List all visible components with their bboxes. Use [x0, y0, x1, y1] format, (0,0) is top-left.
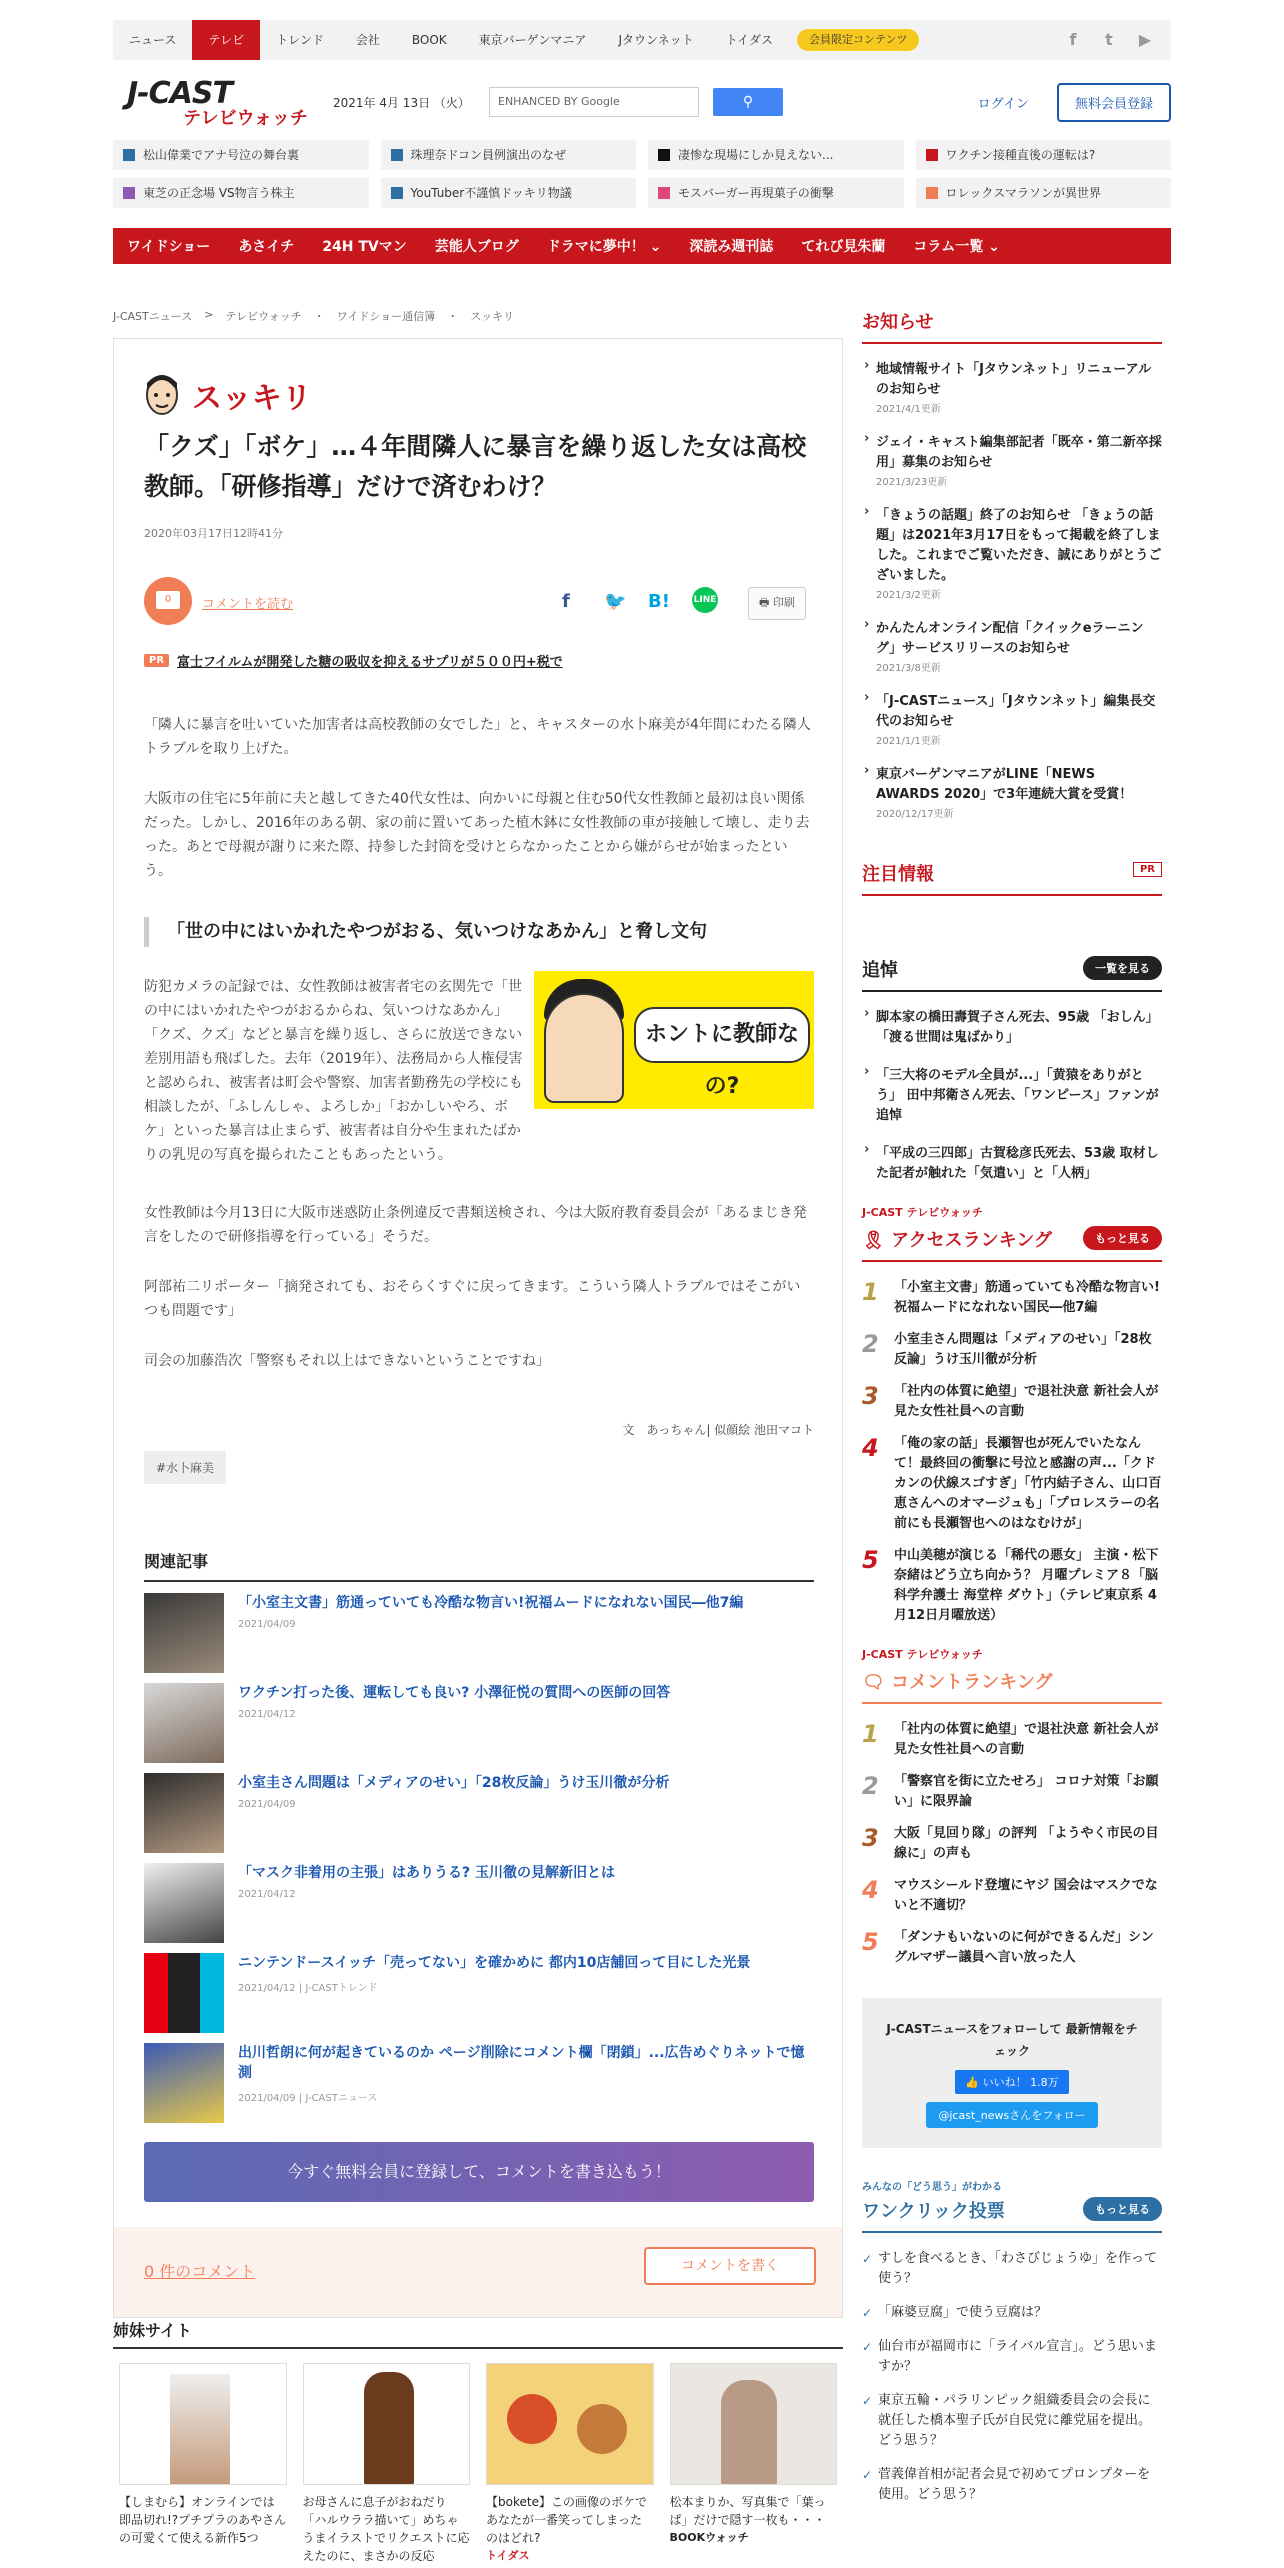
rank-title: マウスシールド登壇にヤジ 国会はマスクでないと不適切？ — [894, 1878, 1158, 1913]
breadcrumb-item[interactable]: テレビウォッチ — [225, 310, 302, 323]
ranking-item[interactable] — [862, 1330, 1162, 1370]
signup-button[interactable]: 無料会員登録 — [1057, 83, 1171, 122]
notice-title: › 地域情報サイト「Jタウンネット」リニューアルのお知らせ — [876, 362, 1152, 397]
speech-bubble-icon: 🗨 — [862, 1672, 892, 1693]
comment-icon[interactable] — [144, 577, 192, 625]
related-date: 2021/04/12 — [238, 1889, 296, 1900]
related-title: ワクチン打った後、運転しても良い? 小澤征悦の質問への医師の回答 — [238, 1685, 671, 1701]
sister-sites-heading: 姉妹サイト — [113, 2318, 843, 2349]
topic-color-icon — [123, 187, 135, 199]
related-date: 2021/04/09 — [238, 1619, 296, 1630]
print-label: 印刷 — [772, 596, 795, 609]
cat-column[interactable]: コラム一覧 ⌄ — [913, 239, 1000, 255]
caricature-caption: ホントに教師なの? — [634, 1007, 810, 1063]
poll-label: みんなの「どう思う」がわかる — [862, 2182, 1002, 2193]
comment-count-link[interactable]: 0 件のコメント — [144, 2262, 256, 2281]
access-more-button[interactable]: もっと見る — [1083, 1226, 1162, 1250]
related-title: ニンテンドースイッチ「売ってない」を確かめに 都内10店舗回って目にした光景 — [238, 1955, 751, 1971]
sister-text: お母さんに息子がおねだり「ハルウララ描いて」めちゃうまイラストでリクエストに応えたのに、まさかの反応 — [302, 2495, 470, 2563]
related-thumbnail — [144, 1593, 224, 1673]
program-name[interactable]: スッキリ — [192, 381, 312, 416]
related-articles-heading: 関連記事 — [144, 1549, 814, 1582]
sister-card[interactable] — [119, 2363, 287, 2565]
current-date: 2021年 4月 13日 （火） — [333, 95, 470, 110]
notice-item[interactable] — [862, 360, 1162, 415]
rank-title: 「小室主文書」筋通っていても冷酷な物言い!祝福ムードになれない国民―他7編 — [894, 1280, 1160, 1315]
follow-box — [862, 1998, 1162, 2148]
notice-item[interactable] — [862, 692, 1162, 747]
ranking-icon: 🎗 — [862, 1230, 892, 1251]
sister-card[interactable] — [303, 2363, 471, 2565]
rank-number: 5 — [862, 1546, 879, 1574]
author-credit: 文 あっちゃん| 似顔絵 池田マコト — [622, 1423, 814, 1437]
notice-item[interactable] — [862, 619, 1162, 674]
rank-title: 大阪「見回り隊」の評判 「ようやく市民の目線に」の声も — [894, 1826, 1159, 1861]
cat-drama[interactable]: ドラマに夢中！ ⌄ — [546, 239, 662, 255]
related-thumbnail — [144, 1773, 224, 1853]
rank-title: 小室圭さん問題は「メディアのせい」「28枚反論」うけ玉川徹が分析 — [894, 1332, 1152, 1367]
host-face-icon — [144, 369, 180, 417]
youtube-icon[interactable]: ▶ — [1138, 30, 1152, 49]
line-share-icon[interactable]: LINE — [692, 587, 718, 613]
paragraph: 防犯カメラの記録では、女性教師は被害者宅の玄関先で「世の中にはいかれたやつがおるからね、気いつけなあかん」「クズ、クズ」などと暴言を繰り返し、さらに放送できない差別用語も飛ばした。去年（2019年）、法務局から人権侵害と認められ、被害者は町会や警察、加害者勤務先の学校にも相談したが、「ふしんしゃ、よろしか」「おかしいやろ、ボケ」といった暴言は止まらず、被害者は自分や生まれたばかりの乳児の写真を撮られたこともあったという。 — [144, 979, 523, 1163]
breadcrumb — [113, 308, 514, 324]
cat-wideshow[interactable]: ワイドショー — [127, 239, 211, 255]
search-input[interactable]: ENHANCED BY Google — [489, 87, 699, 117]
breadcrumb-item[interactable]: J-CASTニュース — [113, 310, 193, 323]
topic-label: モスバーガー再現菓子の衝撃 — [678, 186, 834, 200]
breadcrumb-separator: ・ — [447, 310, 459, 323]
search-icon: ⚲ — [742, 94, 754, 110]
topic-label: ワクチン接種直後の運転は? — [945, 148, 1096, 162]
rank-number: 3 — [862, 1824, 879, 1852]
rank-title: 「警察官を街に立たせろ」 コロナ対策「お願い」に限界論 — [894, 1774, 1159, 1809]
print-button[interactable] — [748, 587, 806, 620]
notice-title: › 「きょうの話題」終了のお知らせ 「きょうの話題」は2021年3月17日をもって掲載を終了しました。これまでご覧いただき、誠にありがとうございました。 — [876, 508, 1162, 583]
rank-number: 2 — [862, 1330, 879, 1358]
site-logo[interactable] — [113, 74, 313, 130]
obituary-title: 追悼 — [862, 960, 898, 981]
sister-sites — [113, 2318, 843, 2565]
notice-title: › かんたんオンライン配信「クイックeラーニング」サービスリリースのお知らせ — [876, 621, 1144, 656]
related-title: 小室圭さん問題は「メディアのせい」「28枚反論」うけ玉川徹が分析 — [238, 1775, 670, 1791]
obituary-title-text: › 脚本家の橋田壽賀子さん死去、95歳 「おしん」「渡る世間は鬼ばかり」 — [876, 1010, 1159, 1045]
nav-book[interactable]: BOOK — [411, 33, 447, 47]
topic-color-icon — [123, 149, 135, 161]
topic-color-icon — [658, 187, 670, 199]
topic-color-icon — [926, 187, 938, 199]
rank-title: 「俺の家の話」長瀬智也が死んでいたなんて！最終回の衝撃に号泣と感謝の声...「クドカンの伏線スゴすぎ」「竹内結子さん、山口百恵さんへのオマージュも」「プロレスラーの名前にも長瀬智也へのはなむけが」 — [894, 1436, 1162, 1531]
notice-date: 2021/4/1更新 — [876, 404, 941, 415]
related-article[interactable] — [144, 1593, 814, 1673]
caricature-face — [544, 993, 624, 1103]
topic-color-icon — [391, 149, 403, 161]
topic-label: YouTuber不謹慎ドッキリ物議 — [410, 186, 572, 200]
register-cta-button[interactable]: 今すぐ無料会員に登録して、コメントを書き込もう！ — [144, 2142, 814, 2202]
sister-image — [670, 2363, 838, 2485]
notice-date: 2021/3/2更新 — [876, 590, 941, 601]
notice-item[interactable] — [862, 506, 1162, 601]
paragraph: 女性教師は今月13日に大阪市迷惑防止条例違反で書類送検され、今は大阪府教育委員会が「あるまじき発言をしたので研修指導を行っている」そうだ。 — [144, 1205, 807, 1245]
poll-item[interactable]: ✓ 「麻婆豆腐」で使う豆腐は？ — [862, 2303, 1162, 2323]
obituary-more-button[interactable]: 一覧を見る — [1083, 956, 1162, 980]
related-date: 2021/04/09 — [238, 1799, 296, 1810]
topic-link[interactable] — [381, 140, 637, 170]
access-label: J-CAST テレビウォッチ — [862, 1206, 983, 1219]
breadcrumb-separator: ・ — [313, 310, 325, 323]
poll-item[interactable]: ✓ すしを食べるとき、「わさびじょうゆ」を作って使う？ — [862, 2249, 1162, 2289]
pr-link-text: 富士フイルムが開発した糖の吸収を抑えるサプリが５００円+税で — [177, 655, 563, 670]
topic-color-icon — [391, 187, 403, 199]
printer-icon: 🖶 — [759, 596, 773, 609]
member-content-button[interactable]: 会員限定コンテンツ — [797, 29, 919, 51]
sister-text: 【しまむら】オンラインでは即品切れ!?プチプラのあやさんの可愛くて使える新作5つ — [119, 2495, 287, 2545]
notice-date: 2020/12/17更新 — [876, 809, 954, 820]
sister-text: 【bokete】この画像のボケであなたが一番笑ってしまったのはどれ? — [486, 2495, 647, 2545]
nav-jtown[interactable]: Jタウンネット — [618, 33, 694, 47]
notice-title: › ジェイ・キャスト編集部記者「既卒・第二新卒採用」募集のお知らせ — [876, 435, 1162, 470]
comment-icon-count: 0 — [156, 591, 180, 609]
sister-image — [119, 2363, 287, 2485]
facebook-share-icon[interactable]: f — [562, 591, 570, 612]
search-form — [489, 87, 783, 117]
related-article[interactable] — [144, 1953, 814, 2033]
topic-label: 松山偉業でアナ号泣の舞台裏 — [143, 148, 300, 162]
rank-number: 3 — [862, 1382, 879, 1410]
obituary-item[interactable] — [862, 1008, 1162, 1048]
facebook-like-button[interactable]: 👍 いいね！ 1.8万 — [955, 2070, 1068, 2094]
related-title: 「小室主文書」筋通っていても冷酷な物言い!祝福ムードになれない国民―他7編 — [238, 1595, 744, 1611]
publish-date: 2020年03月17日12時41分 — [144, 527, 283, 540]
related-title: 出川哲朗に何が起きているのか ページ削除にコメント欄「閉鎖」...広告めぐりネットで憶測 — [238, 2045, 805, 2081]
access-ranking-title: アクセスランキング — [891, 1230, 1053, 1251]
paragraph: 大阪市の住宅に5年前に夫と越してきた40代女性は、向かいに母親と住む50代女性教師と最初は良い関係だった。しかし、2016年のある朝、家の前に置いてあった植木鉢に女性教師の車が接触して壊し、走り去った。あとで母親が謝りに来た際、持参した封筒を受けとらなかったことから嫌がらせが始まったという。 — [144, 791, 810, 879]
ranking-item[interactable] — [862, 1876, 1162, 1916]
article — [113, 338, 843, 2318]
sister-text: 松本まりか、写真集で「葉っぱ」だけで隠す一枚も・・・ — [669, 2495, 826, 2527]
rank-number: 2 — [862, 1772, 879, 1800]
top-nav — [113, 20, 1171, 60]
rank-number: 4 — [862, 1876, 879, 1904]
social-links — [1063, 30, 1171, 50]
topic-link[interactable] — [916, 140, 1172, 170]
notice-date: 2021/3/23更新 — [876, 477, 948, 488]
obituary-item[interactable] — [862, 1066, 1162, 1126]
obituary-heading — [862, 956, 1162, 992]
follow-text: J-CASTニュースをフォローして 最新情報をチェック — [886, 2022, 1138, 2058]
caricature-image — [534, 971, 814, 1109]
sister-brand: BOOKウォッチ — [669, 2531, 749, 2544]
notice-heading: お知らせ — [862, 308, 1162, 344]
search-button[interactable] — [713, 88, 783, 116]
comment-bar — [114, 2227, 842, 2317]
rank-title: 中山美穂が演じる「稀代の悪女」 主演・松下奈緒はどう立ち向かう？ 月曜プレミア８「脳科学弁護士 海堂梓 ダウト」（テレビ東京系 4月12日月曜放送） — [894, 1548, 1159, 1623]
topic-link[interactable] — [648, 140, 904, 170]
rank-title: 「社内の体質に絶望」で退社決意 新社会人が見た女性社員への言動 — [894, 1384, 1159, 1419]
twitter-share-icon[interactable]: 🐦 — [604, 591, 627, 612]
related-thumbnail — [144, 1683, 224, 1763]
breadcrumb-item[interactable]: ワイドショー通信簿 — [336, 310, 436, 323]
notice-date: 2021/1/1更新 — [876, 736, 941, 747]
rank-number: 4 — [862, 1434, 879, 1462]
rank-title: 「ダンナもいないのに何ができるんだ」シングルマザー議員へ言い放った人 — [894, 1930, 1154, 1965]
ranking-item[interactable] — [862, 1824, 1162, 1864]
tag-link[interactable]: #水卜麻美 — [144, 1451, 226, 1484]
related-thumbnail — [144, 2043, 224, 2123]
poll-heading — [862, 2197, 1162, 2233]
related-date: 2021/04/09 | J-CASTニュース — [238, 2093, 378, 2104]
logo-sub: テレビウォッチ — [183, 108, 308, 129]
breadcrumb-item[interactable]: スッキリ — [470, 310, 515, 323]
pr-badge: PR — [144, 654, 169, 667]
cat-24h[interactable]: 24H TVマン — [322, 239, 407, 255]
notice-date: 2021/3/8更新 — [876, 663, 941, 674]
attention-heading — [862, 860, 1162, 896]
ranking-item[interactable] — [862, 1772, 1162, 1812]
ranking-item[interactable] — [862, 1278, 1162, 1318]
related-thumbnail — [144, 1953, 224, 2033]
logo-main: J-CAST — [127, 76, 232, 111]
ranking-item[interactable] — [862, 1720, 1162, 1760]
poll-item[interactable]: ✓ 東京五輪・パラリンピック組織委員会の会長に就任した橋本聖子氏が自民党に離党届を提出。どう思う？ — [862, 2391, 1162, 2451]
paragraph: 阿部祐二リポーター「摘発されても、おそらくすぐに戻ってきます。こういう隣人トラブルではそこがいつも問題です」 — [144, 1279, 801, 1319]
poll-more-button[interactable]: もっと見る — [1083, 2197, 1162, 2221]
pr-link[interactable] — [144, 651, 563, 670]
hatena-bookmark-icon[interactable]: B! — [648, 591, 670, 612]
poll-title: ワンクリック投票 — [862, 2201, 1005, 2222]
related-article[interactable] — [144, 1773, 814, 1853]
sister-card[interactable] — [486, 2363, 654, 2565]
topic-label: 珠理奈ドコン員例演出のなぜ — [410, 148, 567, 162]
ranking-item[interactable] — [862, 1382, 1162, 1422]
topic-link[interactable] — [113, 178, 369, 208]
notice-item[interactable] — [862, 433, 1162, 488]
rank-number: 1 — [862, 1278, 879, 1306]
sister-image — [303, 2363, 471, 2485]
obituary-item[interactable] — [862, 1144, 1162, 1184]
section-heading: 「世の中にはいかれたやつがおる、気いつけなあかん」と脅し文句 — [144, 917, 814, 947]
topic-label: 凄惨な現場にしか見えない... — [678, 148, 834, 162]
ranking-item[interactable] — [862, 1434, 1162, 1534]
related-title: 「マスク非着用の主張」はありうる? 玉川徹の見解新旧とは — [238, 1865, 615, 1881]
topic-links — [113, 140, 1171, 208]
attention-title: 注目情報 — [862, 864, 934, 885]
related-date: 2021/04/12 — [238, 1709, 296, 1720]
nav-company[interactable]: 会社 — [355, 33, 380, 47]
poll-item[interactable]: ✓ 仙台市が福岡市に「ライバル宣言」。どう思いますか？ — [862, 2337, 1162, 2377]
rank-number: 1 — [862, 1720, 879, 1748]
twitter-follow-button[interactable]: @jcast_newsさんをフォロー — [926, 2102, 1097, 2128]
paragraph: 司会の加藤浩次「警察もそれ以上はできないということですね」 — [144, 1353, 550, 1369]
sister-image — [486, 2363, 654, 2485]
topic-color-icon — [658, 149, 670, 161]
related-thumbnail — [144, 1863, 224, 1943]
login-link[interactable]: ログイン — [977, 96, 1029, 112]
related-date: 2021/04/12 | J-CASTトレンド — [238, 1983, 378, 1994]
related-article[interactable] — [144, 1863, 814, 1943]
topic-color-icon — [926, 149, 938, 161]
cat-weekly[interactable]: 深読み週刊誌 — [689, 239, 774, 255]
ranking-item[interactable] — [862, 1546, 1162, 1626]
nav-toidas[interactable]: トイダス — [725, 33, 774, 47]
nav-bargain[interactable]: 東京バーゲンマニア — [478, 33, 587, 47]
nav-news[interactable]: ニュース — [129, 33, 177, 47]
obituary-title-text: › 「三大将のモデル全員が...」「黄猿をありがとう」 田中邦衛さん死去、「ワンピース」ファンが追悼 — [876, 1068, 1159, 1123]
access-ranking-heading — [862, 1226, 1162, 1262]
paragraph: 「隣人に暴言を吐いていた加害者は高校教師の女でした」と、キャスターの水卜麻美が4年間にわたる隣人トラブルを取り上げた。 — [144, 717, 811, 757]
category-nav — [113, 228, 1171, 264]
write-comment-button[interactable]: コメントを書く — [644, 2247, 816, 2285]
cat-terebi[interactable]: てれび見朱蘭 — [801, 239, 886, 255]
nav-tv[interactable]: テレビ — [192, 20, 260, 60]
topic-link[interactable] — [381, 178, 637, 208]
obituary-title-text: › 「平成の三四郎」古賀稔彦氏死去、53歳 取材した記者が触れた「気遣い」と「人柄」 — [876, 1146, 1159, 1181]
notice-title: › 「J-CASTニュース」「Jタウンネット」編集長交代のお知らせ — [876, 694, 1156, 729]
sister-brand: トイダス — [486, 2549, 530, 2562]
cat-asaichi[interactable]: あさイチ — [238, 239, 295, 255]
topic-link[interactable] — [916, 178, 1172, 208]
comment-rank-label: J-CAST テレビウォッチ — [862, 1648, 983, 1661]
comment-ranking-heading — [862, 1668, 1162, 1704]
rank-title: 「社内の体質に絶望」で退社決意 新社会人が見た女性社員への言動 — [894, 1722, 1159, 1757]
topic-link[interactable] — [648, 178, 904, 208]
topic-label: 東芝の正念場 VS物言う株主 — [143, 186, 295, 200]
topic-link[interactable] — [113, 140, 369, 170]
sidebar — [862, 308, 1162, 2519]
facebook-icon[interactable]: f — [1069, 30, 1077, 49]
related-article[interactable] — [144, 1683, 814, 1763]
twitter-icon[interactable]: t — [1105, 30, 1113, 49]
header — [113, 72, 1171, 132]
rank-number: 5 — [862, 1928, 879, 1956]
ranking-item[interactable] — [862, 1928, 1162, 1968]
nav-trend[interactable]: トレンド — [276, 33, 324, 47]
breadcrumb-separator: > — [204, 308, 214, 321]
poll-item[interactable]: ✓ 菅義偉首相が記者会見で初めてプロンプターを使用。どう思う？ — [862, 2465, 1162, 2505]
pr-badge: PR — [1133, 862, 1162, 877]
cat-blog[interactable]: 芸能人ブログ — [434, 239, 519, 255]
comment-ranking-title: コメントランキング — [891, 1672, 1053, 1693]
article-title: 「クズ」「ボケ」…４年間隣人に暴言を繰り返した女は高校教師。「研修指導」だけで済むわけ？ — [144, 432, 807, 501]
notice-item[interactable] — [862, 765, 1162, 820]
topic-label: ロレックスマラソンが異世界 — [945, 186, 1102, 200]
related-article[interactable] — [144, 2043, 814, 2123]
notice-title: › 東京バーゲンマニアがLINE「NEWS AWARDS 2020」で3年連続大賞を受賞！ — [876, 767, 1133, 802]
read-comments-link[interactable]: コメントを読む — [202, 597, 294, 612]
sister-card[interactable] — [670, 2363, 838, 2565]
